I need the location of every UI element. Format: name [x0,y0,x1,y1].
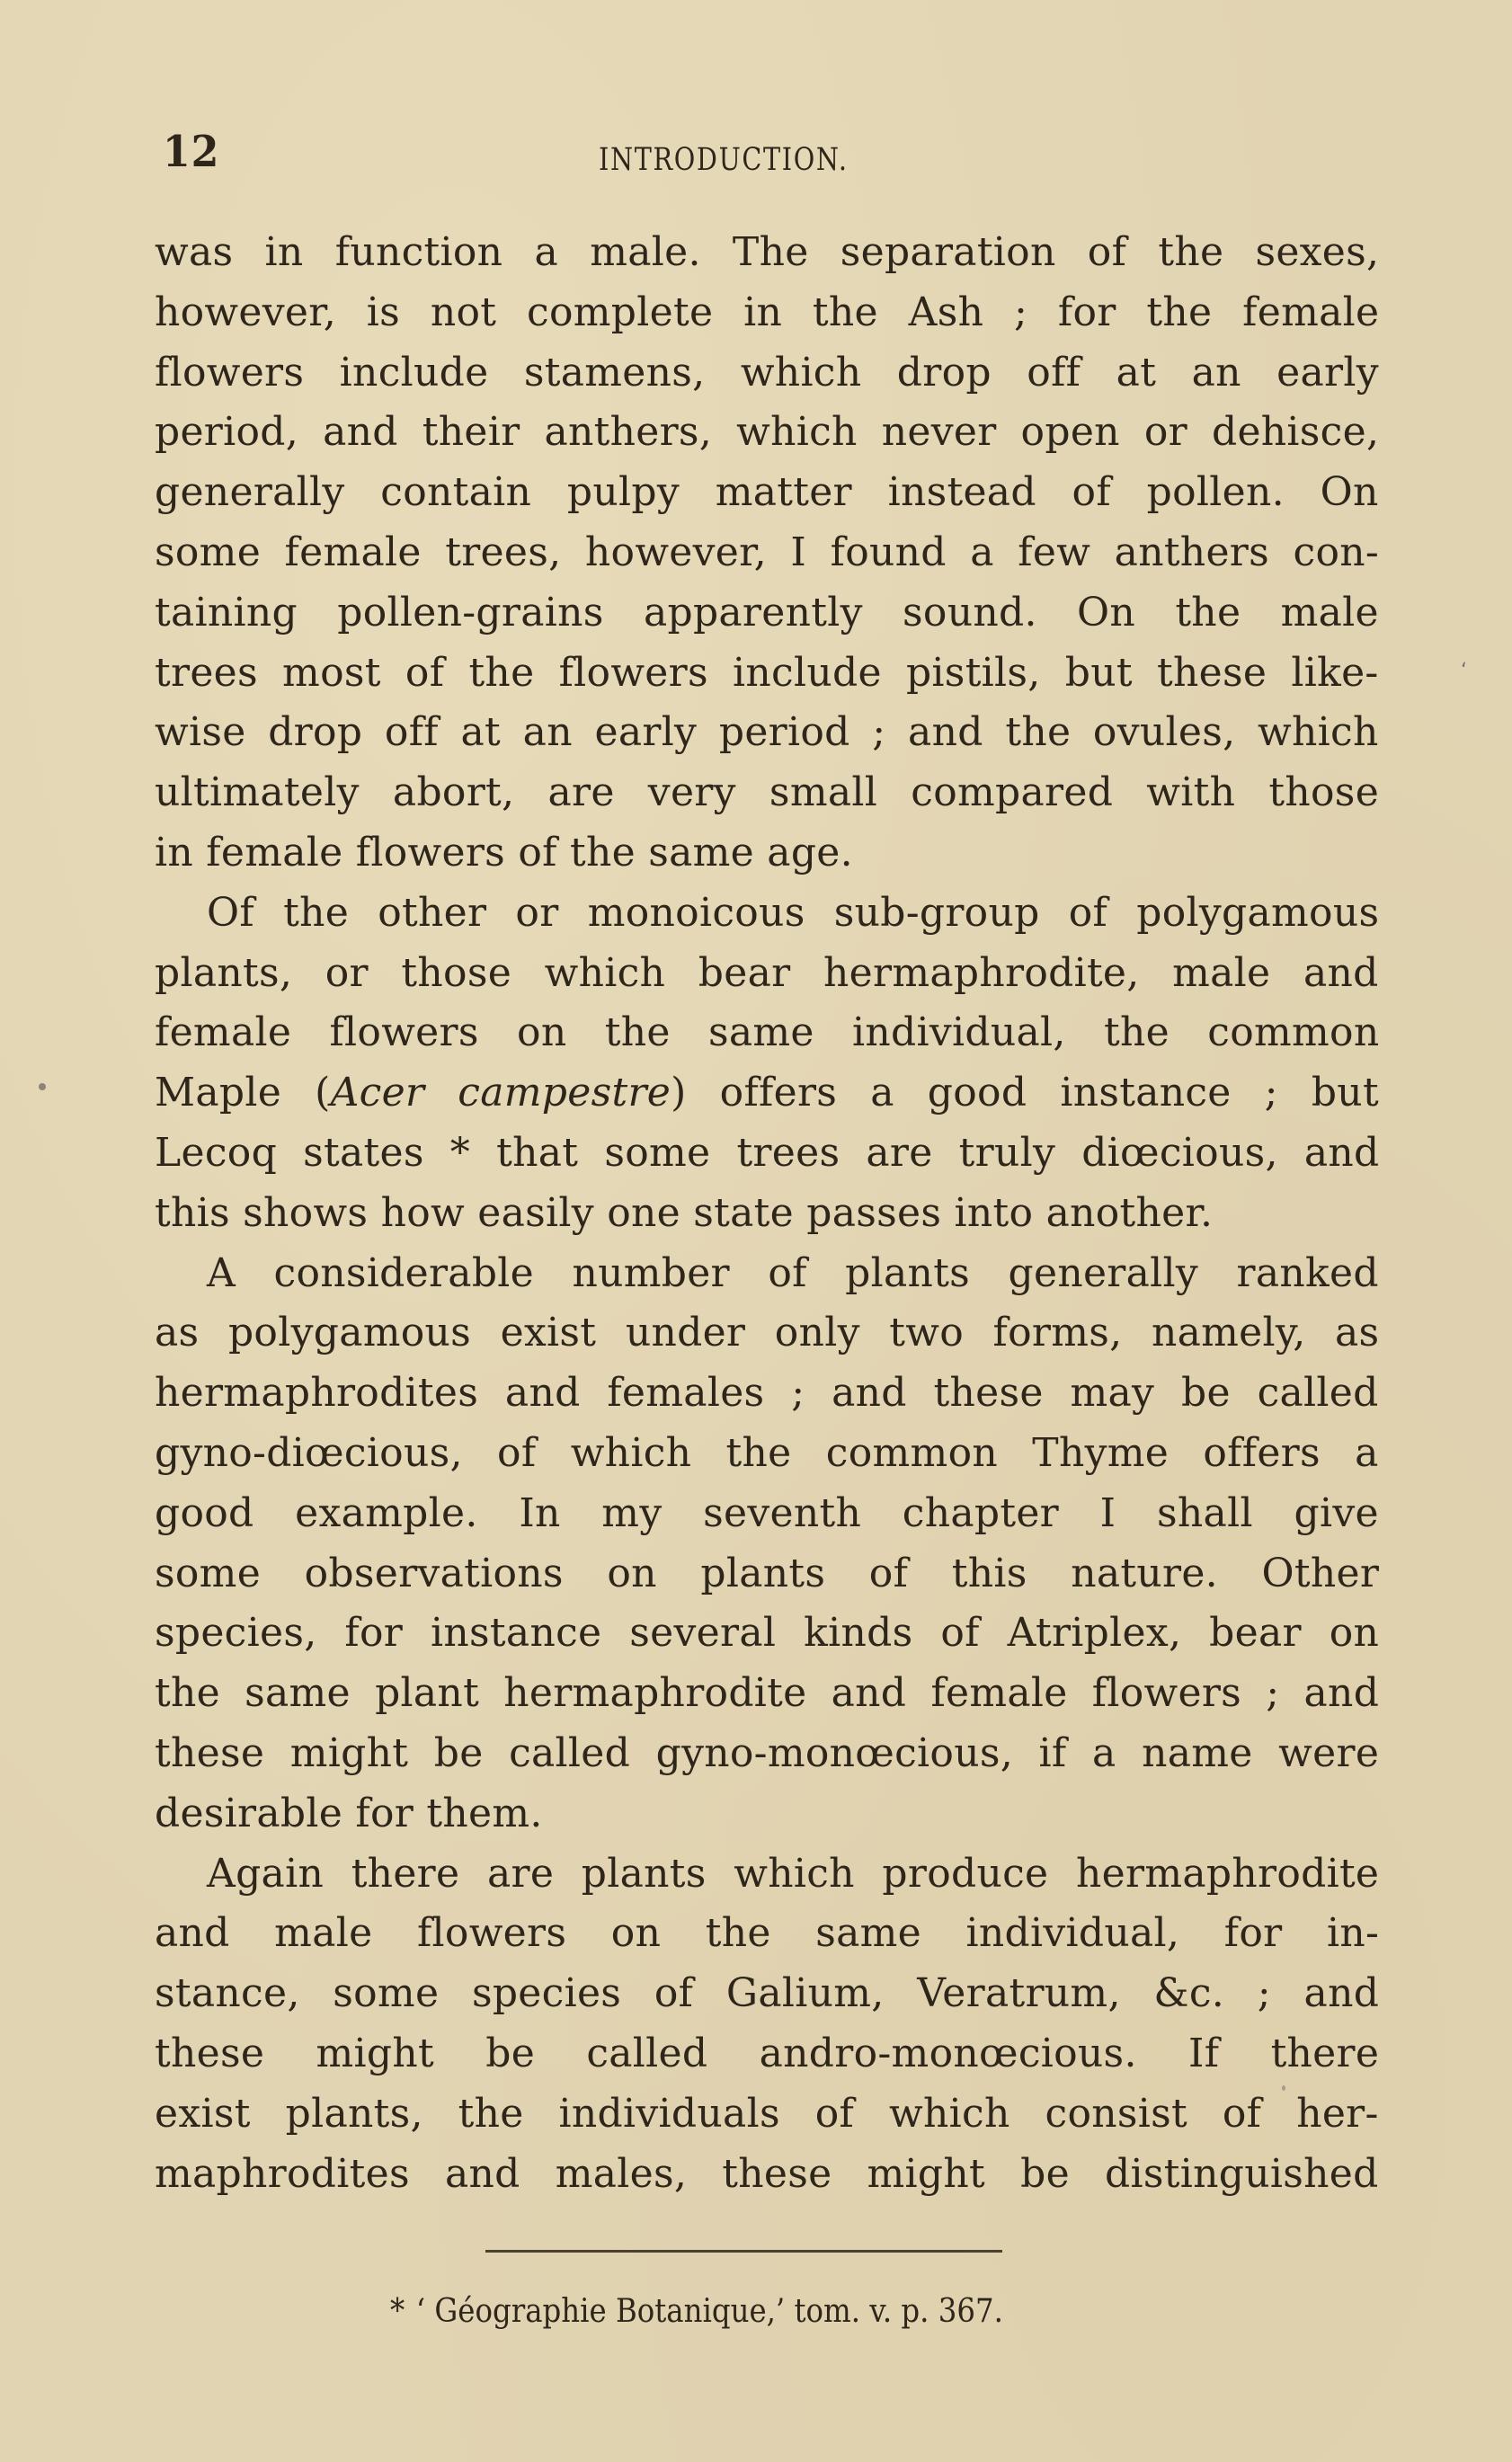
text-line [155,823,1379,884]
text-line [155,1604,1379,1664]
text-line [155,523,1379,583]
text-line-content: good example. In my seventh chapter I shall give [155,1489,1379,1536]
text-line-content: exist plants, the individuals of which consist of her- [155,2090,1379,2137]
text-line [155,2145,1379,2205]
text-line-content: was in function a male. The separation of the sexes, [155,229,1380,275]
text-line [155,1784,1379,1844]
footnote-separator [485,2250,1002,2253]
body-text [155,223,1379,2204]
text-line-content: this shows how easily one state passes into another. [155,1189,1214,1236]
text-line-content: period, and their anthers, which never open or dehisce, [155,409,1380,456]
paragraph [155,1844,1379,2205]
text-line-content: Again there are plants which produce hermaphrodite [207,1850,1380,1897]
text-line-content: gyno-diœcious, of which the common Thyme offers a [155,1429,1379,1476]
text-line [155,223,1379,283]
text-line-content: Lecoq states * that some trees are truly diœcious, and [155,1129,1380,1176]
text-line [155,1124,1379,1184]
text-line [155,1364,1379,1424]
text-line-content: Maple (Acer campestre) offers a good instance ; but [155,1070,1379,1116]
text-line-content: A considerable number of plants generally ranked [207,1249,1379,1296]
footnote-marker: * [390,2293,405,2330]
text-line [155,2024,1379,2084]
text-line [155,644,1379,704]
text-line [155,1544,1379,1604]
text-line [155,403,1379,463]
text-line [155,283,1379,343]
text-line-content: in female flowers of the same age. [155,829,853,875]
text-line-content: ultimately abort, are very small compared with those [155,769,1380,816]
text-line [155,1964,1379,2024]
text-line-content: maphrodites and males, these might be distinguished [155,2150,1379,2197]
footnote-text: ‘ Géographie Botanique,’ tom. v. p. 367. [415,2293,1003,2330]
paragraph [155,884,1379,1244]
running-title: INTRODUCTION. [599,142,849,178]
text-line-content: these might be called andro-monœcious. If there [155,2030,1380,2076]
text-line [155,944,1379,1004]
footnote [390,2292,1003,2332]
text-line [155,2084,1379,2145]
text-line-content: some observations on plants of this nature. Other [155,1550,1380,1596]
text-line [155,1664,1379,1724]
text-line-content: plants, or those which bear hermaphrodite, male and [155,949,1379,996]
text-line [155,1844,1379,1905]
text-line-content: wise drop off at an early period ; and the ovules, which [155,709,1379,756]
margin-mark: ‘ [1461,660,1467,682]
text-line [155,763,1379,823]
text-line [155,1484,1379,1544]
text-line [155,1063,1379,1124]
text-line [155,343,1379,404]
paragraph [155,223,1379,884]
text-line-content: female flowers on the same individual, the common [155,1009,1380,1056]
text-line-content: and male flowers on the same individual, for in- [155,1910,1380,1957]
text-line-content: some female trees, however, I found a few anthers con- [155,529,1380,575]
text-line-content: species, for instance several kinds of Atriplex, bear on [155,1610,1380,1657]
text-line [155,703,1379,763]
paragraph [155,1244,1379,1844]
text-line-content: however, is not complete in the Ash ; for the female [155,289,1380,335]
running-head [0,0,1512,180]
text-line-content: stance, some species of Galium, Veratrum, &c. ; and [155,1970,1380,2017]
text-line-content: Of the other or monoicous sub-group of polygamous [207,889,1380,936]
text-line-content: hermaphrodites and females ; and these may be called [155,1370,1379,1417]
text-line [155,1724,1379,1784]
text-line [155,1303,1379,1364]
text-line-content: as polygamous exist under only two forms, namely, as [155,1310,1380,1356]
text-line [155,1244,1379,1304]
text-line [155,583,1379,644]
text-line-content: the same plant hermaphrodite and female flowers ; and [155,1670,1380,1717]
text-line [155,884,1379,944]
text-line-content: flowers include stamens, which drop off at an early [155,349,1379,396]
text-line [155,1184,1379,1244]
margin-speck [39,1083,46,1090]
text-line [155,1904,1379,1964]
page-number: 12 [163,127,220,177]
text-line [155,463,1379,523]
text-line-content: trees most of the flowers include pistils, but these like- [155,649,1379,696]
text-line-content: these might be called gyno-monœcious, if a name were [155,1729,1380,1776]
species-name: Acer campestre [330,1070,672,1116]
text-line [155,1003,1379,1063]
text-line-content: desirable for them. [155,1790,543,1836]
ink-speck [1282,2085,1285,2091]
text-line [155,1424,1379,1484]
text-line-content: generally contain pulpy matter instead of pollen. On [155,469,1379,516]
text-line-content: taining pollen-grains apparently sound. On the male [155,589,1379,635]
